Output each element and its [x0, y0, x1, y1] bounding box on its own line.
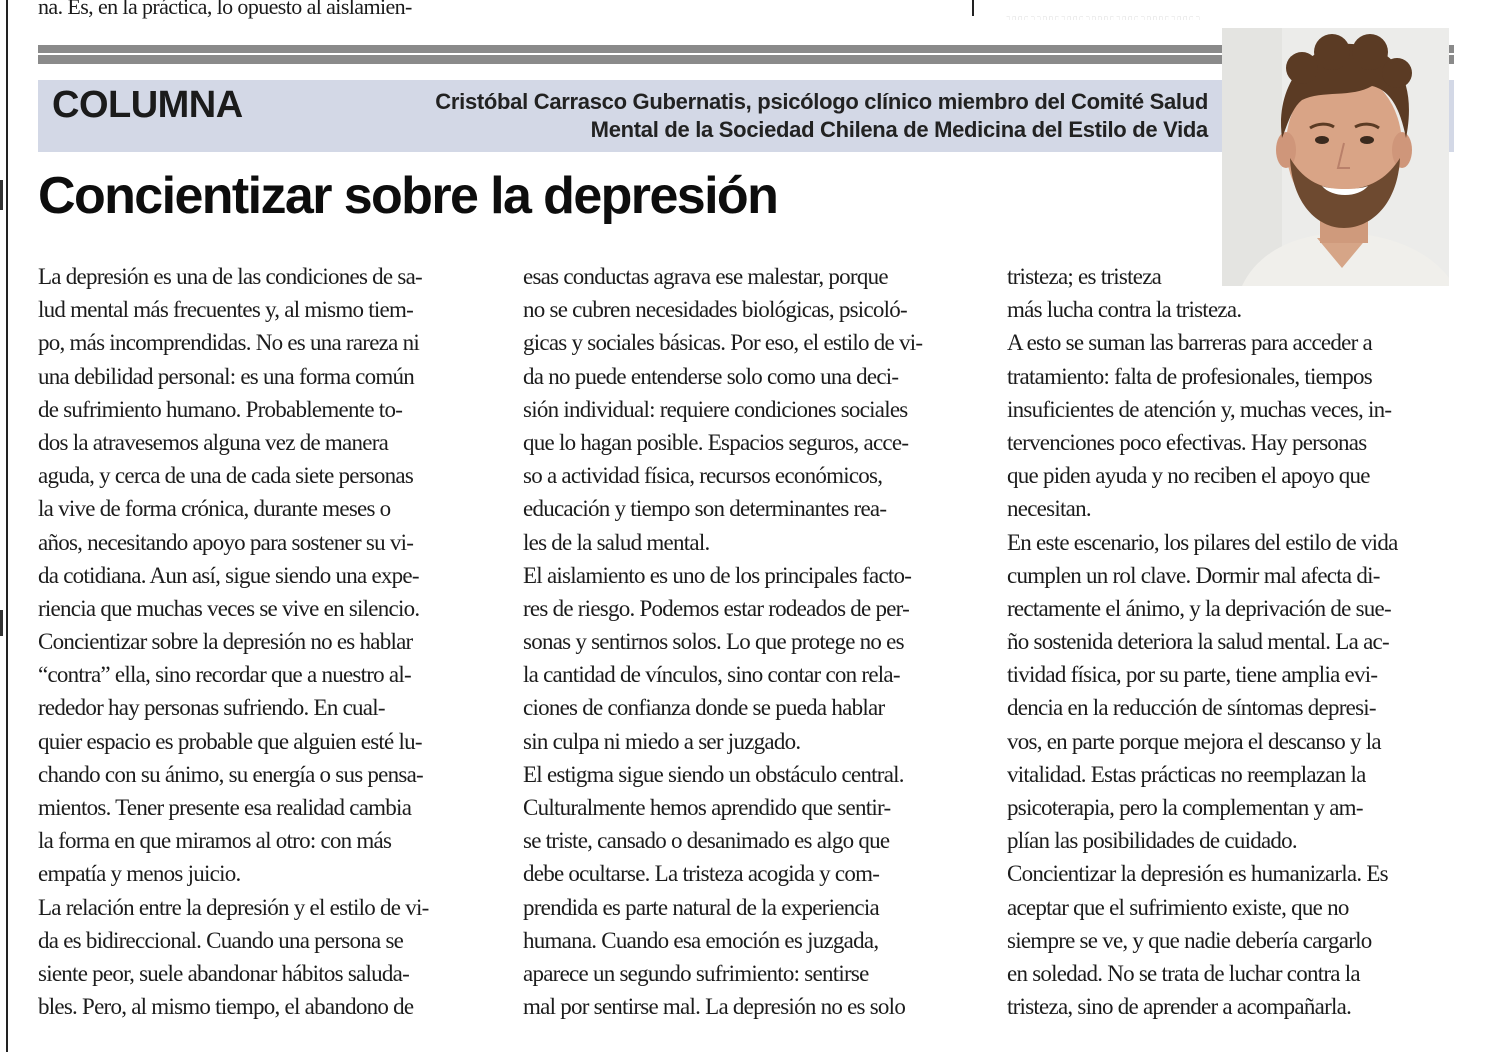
article-text-line: mal por sentirse mal. La depresión no es solo: [523, 994, 906, 1020]
article-text-line: una debilidad personal: es una forma común: [38, 363, 414, 389]
article-text-line: quier espacio es probable que alguien esté lu-: [38, 728, 422, 754]
article-text-line: Culturalmente hemos aprendido que sentir-: [523, 795, 891, 820]
article-text-line: da cotidiana. Aun así, sigue siendo una expe-: [38, 562, 419, 588]
article-text-line: “contra” ella, sino recordar que a nuestro al-: [38, 662, 411, 688]
article-column-3: [1007, 260, 1455, 1023]
article-text-line: aparece un segundo sufrimiento: sentirse: [523, 960, 869, 986]
article-text-line: Concientizar sobre la depresión no es hablar: [38, 629, 413, 655]
article-text-line: no se cubren necesidades biológicas, psicoló-: [523, 297, 907, 323]
article-text-line: po, más incomprendidas. No es una rareza ni: [38, 330, 419, 356]
article-text-line: siente peor, suele abandonar hábitos saluda-: [38, 960, 409, 986]
adjacent-article-fragment: ................................: [1005, 0, 1201, 25]
article-text-line: dos la atravesemos alguna vez de manera: [38, 429, 389, 455]
article-column-2: [523, 260, 973, 1023]
article-text-line: educación y tiempo son determinantes rea-: [523, 496, 887, 522]
article-text-line: rectamente el ánimo, y la deprivación de sue-: [1007, 595, 1391, 621]
page-edge-mark: [0, 180, 3, 210]
article-text-line: insuficientes de atención y, muchas veces, in-: [1007, 396, 1392, 422]
article-text-line: tividad física, por su parte, tiene amplia evi-: [1007, 662, 1378, 688]
article-text-line: tervenciones poco efectivas. Hay personas: [1007, 429, 1367, 455]
article-text-line: rededor hay personas sufriendo. En cual-: [38, 695, 385, 721]
page-edge-mark: [0, 610, 3, 636]
page-edge-rule: [6, 0, 8, 1052]
article-text-line: sión individual: requiere condiciones sociales: [523, 396, 908, 422]
article-text-line: vos, en parte porque mejora el descanso y la: [1007, 728, 1381, 754]
article-text-line: so a actividad física, recursos económicos,: [523, 463, 883, 489]
article-text-line: Concientizar la depresión es humanizarla. Es: [1007, 861, 1388, 887]
article-text-line: mientos. Tener presente esa realidad cambia: [38, 795, 412, 820]
article-text-line: da no puede entenderse solo como una deci-: [523, 363, 899, 389]
article-text-line: esas conductas agrava ese malestar, porque: [523, 264, 888, 289]
article-text-line: que piden ayuda y no reciben el apoyo que: [1007, 463, 1370, 489]
article-text-line: vitalidad. Estas prácticas no reemplazan la: [1007, 761, 1366, 787]
article-text-line: aceptar que el sufrimiento existe, que no: [1007, 894, 1349, 920]
article-text-line: gicas y sociales básicas. Por eso, el estilo de vi-: [523, 330, 923, 356]
article-text-line: ciones de confianza donde se pueda hablar: [523, 695, 885, 721]
author-photo: [1222, 28, 1449, 286]
article-text-line: empatía y menos juicio.: [38, 861, 241, 887]
column-divider: [972, 0, 974, 16]
article-text-line: riencia que muchas veces se vive en silencio.: [38, 595, 420, 621]
byline-line: Mental de la Sociedad Chilena de Medicina del Estilo de Vida: [590, 117, 1208, 142]
article-text-line: de sufrimiento humano. Probablemente to-: [38, 396, 403, 422]
article-text-line: A esto se suman las barreras para acceder a: [1007, 330, 1372, 356]
article-text-line: en soledad. No se trata de luchar contra la: [1007, 960, 1360, 986]
article-text-line: La relación entre la depresión y el estilo de vi-: [38, 894, 429, 920]
article-text-line: ño sostenida deteriora la salud mental. La ac-: [1007, 629, 1389, 655]
article-text-line: chando con su ánimo, su energía o sus pensa-: [38, 761, 423, 787]
article-text-line: prendida es parte natural de la experiencia: [523, 894, 879, 920]
article-text-line: cumplen un rol clave. Dormir mal afecta di-: [1007, 562, 1380, 588]
article-text-line: res de riesgo. Podemos estar rodeados de per-: [523, 595, 910, 621]
article-headline: Concientizar sobre la depresión: [38, 167, 778, 225]
article-text-line: se triste, cansado o desanimado es algo que: [523, 828, 890, 854]
article-text-line: humana. Cuando esa emoción es juzgada,: [523, 927, 879, 953]
article-text-line: sin culpa ni miedo a ser juzgado.: [523, 728, 801, 754]
article-text-line: la forma en que miramos al otro: con más: [38, 828, 392, 854]
article-text-line: aguda, y cerca de una de cada siete personas: [38, 463, 414, 489]
author-portrait-image: [1222, 28, 1449, 286]
article-text-line: tristeza, sino de aprender a acompañarla.: [1007, 994, 1352, 1020]
article-text-line: que lo hagan posible. Espacios seguros, acce-: [523, 429, 909, 455]
article-column-1: [38, 260, 486, 1023]
article-text-line: tristeza; es tristeza: [1007, 264, 1162, 289]
article-text-line: la cantidad de vínculos, sino contar con rela-: [523, 662, 900, 688]
article-text-line: El estigma sigue siendo un obstáculo central.: [523, 761, 904, 787]
article-text-line: da es bidireccional. Cuando una persona se: [38, 927, 404, 953]
article-text-line: les de la salud mental.: [523, 529, 710, 555]
article-text-line: psicoterapia, pero la complementan y am-: [1007, 795, 1363, 820]
article-text-line: lud mental más frecuentes y, al mismo tiem-: [38, 297, 414, 323]
author-byline: [435, 88, 1208, 144]
article-text-line: La depresión es una de las condiciones de sa-: [38, 264, 422, 289]
article-text-line: plían las posibilidades de cuidado.: [1007, 828, 1297, 854]
article-text-line: El aislamiento es uno de los principales facto-: [523, 562, 912, 588]
article-text-line: necesitan.: [1007, 496, 1091, 522]
article-text-line: más lucha contra la tristeza.: [1007, 297, 1242, 323]
article-text-line: debe ocultarse. La tristeza acogida y com-: [523, 861, 880, 887]
article-text-line: bles. Pero, al mismo tiempo, el abandono de: [38, 994, 414, 1020]
article-text-line: dencia en la reducción de síntomas depresi-: [1007, 695, 1376, 721]
article-text-line: años, necesitando apoyo para sostener su vi-: [38, 529, 414, 555]
byline-line: Cristóbal Carrasco Gubernatis, psicólogo clínico miembro del Comité Salud: [435, 89, 1208, 114]
previous-article-fragment: na. Es, en la práctica, lo opuesto al aislamien-: [38, 0, 412, 19]
article-text-line: En este escenario, los pilares del estilo de vida: [1007, 529, 1398, 555]
article-text-line: sonas y sentirnos solos. Lo que protege no es: [523, 629, 904, 655]
article-text-line: tratamiento: falta de profesionales, tiempos: [1007, 363, 1372, 389]
section-label: COLUMNA: [52, 84, 243, 126]
article-text-line: siempre se ve, y que nadie debería cargarlo: [1007, 927, 1372, 953]
article-text-line: la vive de forma crónica, durante meses o: [38, 496, 391, 522]
